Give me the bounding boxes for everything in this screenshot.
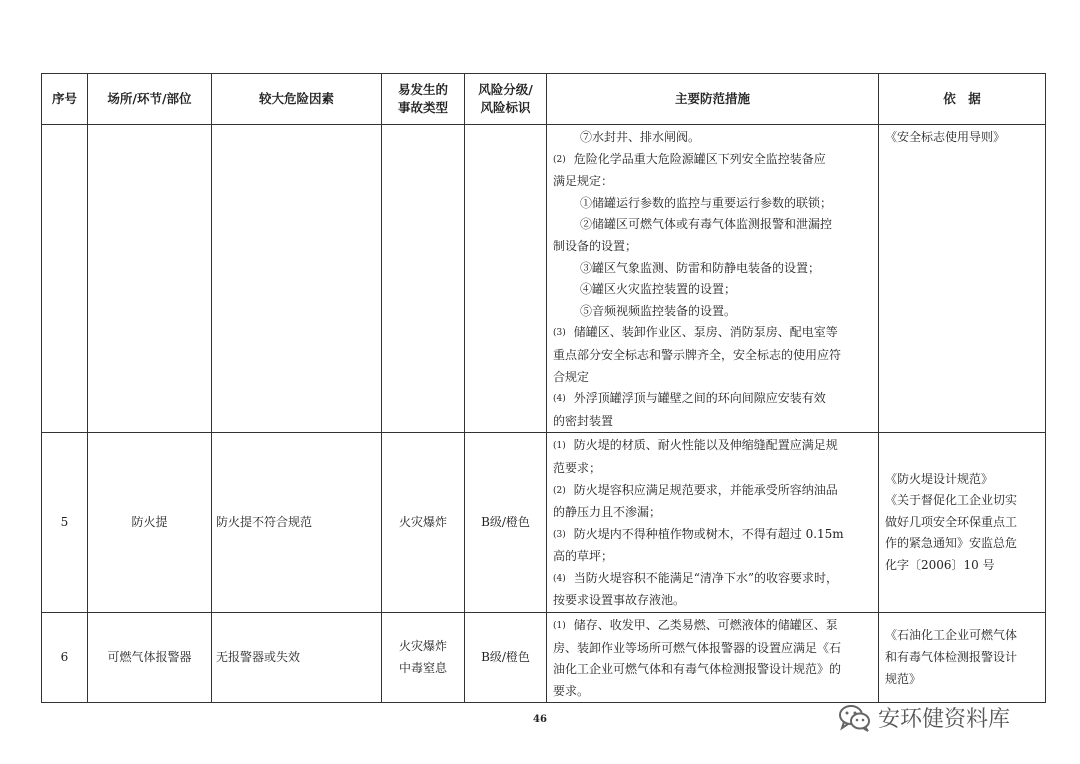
table-row	[42, 433, 1046, 613]
measure-text: 防火堤的材质、耐火性能以及伸缩缝配置应满足规	[573, 438, 838, 453]
measure-line	[553, 411, 873, 433]
header-level: 风险分级/ 风险标识	[465, 74, 547, 125]
header-factor: 较大危险因素	[212, 74, 382, 125]
measure-line	[553, 388, 873, 411]
measure-text: 合规定	[553, 369, 590, 384]
cell-place	[88, 125, 212, 433]
measure-line	[553, 322, 873, 345]
measure-text: 外浮顶罐浮顶与罐壁之间的环向间隙应安装有效	[573, 391, 826, 406]
measure-line	[553, 367, 873, 389]
measure-line	[553, 502, 873, 524]
measure-number: (1)	[553, 441, 566, 452]
watermark	[838, 702, 1010, 733]
measure-line	[553, 258, 873, 280]
cell-basis	[879, 613, 1046, 703]
measure-text: 防火堤内不得种植作物或树木，不得有超过 0.15m	[573, 526, 844, 541]
measure-line	[553, 236, 873, 258]
basis-line: 规范》	[885, 671, 922, 686]
watermark-text: 安环健资料库	[878, 707, 1011, 732]
cell-no: 6	[42, 613, 88, 703]
cell-basis	[879, 433, 1046, 613]
measure-line	[553, 568, 873, 591]
measure-text: 储罐区、装卸作业区、泵房、消防泵房、配电室等	[573, 325, 838, 340]
hazard-table	[41, 73, 1046, 703]
measure-line	[553, 546, 873, 568]
measure-text: 的密封装置	[553, 413, 614, 428]
cell-measures	[547, 613, 879, 703]
cell-accident: 火灾爆炸 中毒窒息	[382, 613, 465, 703]
measure-line	[553, 590, 873, 612]
measure-text: ③罐区气象监测、防雷和防静电装备的设置；	[580, 260, 821, 275]
measure-text: ①储罐运行参数的监控与重要运行参数的联锁；	[580, 195, 833, 210]
measure-text: ⑤音频视频监控装备的设置。	[580, 303, 737, 318]
measure-line	[553, 480, 873, 503]
basis-line: 和有毒气体检测报警设计	[885, 649, 1018, 664]
measure-line	[553, 638, 873, 660]
cell-no	[42, 125, 88, 433]
basis-line: 作的紧急通知》安监总危	[885, 536, 1018, 551]
measure-line	[553, 193, 873, 215]
measure-text: ④罐区火灾监控装置的设置；	[580, 282, 737, 297]
page-number: 46	[533, 714, 547, 725]
measure-number: (3)	[553, 328, 566, 339]
measure-number: (2)	[553, 154, 566, 165]
measure-line	[553, 524, 873, 547]
measure-line	[553, 659, 873, 681]
measure-text: 油化工企业可燃气体和有毒气体检测报警设计规范》的	[553, 662, 842, 677]
measure-line	[553, 279, 873, 301]
measure-line	[553, 345, 873, 367]
measure-text: ⑦水封井、排水闸阀。	[580, 130, 701, 144]
measure-text: 满足规定：	[553, 174, 614, 189]
measure-text: 储存、收发甲、乙类易燃、可燃液体的储罐区、泵	[573, 618, 838, 633]
measure-text: 要求。	[553, 683, 590, 698]
measure-line	[553, 458, 873, 480]
cell-level: B级/橙色	[465, 613, 547, 703]
measure-text: 的静压力且不渗漏；	[553, 505, 662, 520]
cell-accident: 火灾爆炸	[382, 433, 465, 613]
measure-line	[553, 435, 873, 458]
measure-line	[553, 681, 873, 703]
measure-line	[553, 615, 873, 638]
header-no: 序号	[42, 74, 88, 125]
measure-text: 房、装卸作业等场所可燃气体报警器的设置应满足《石	[553, 640, 842, 655]
measure-number: (2)	[553, 485, 566, 496]
cell-no: 5	[42, 433, 88, 613]
basis-line: 《防火堤设计规范》	[885, 471, 994, 486]
basis-line: 《关于督促化工企业切实	[885, 493, 1018, 508]
cell-place: 可燃气体报警器	[88, 613, 212, 703]
measure-line	[553, 149, 873, 172]
measure-text: 危险化学品重大危险源罐区下列安全监控装备应	[573, 151, 826, 166]
measure-text: 制设备的设置；	[553, 238, 638, 253]
measure-line	[553, 171, 873, 193]
measure-number: (1)	[553, 621, 566, 632]
cell-level	[465, 125, 547, 433]
basis-line: 《安全标志使用导则》	[885, 130, 1006, 144]
header-basis: 依 据	[879, 74, 1046, 125]
measure-number: (3)	[553, 529, 566, 540]
measure-text: 按要求设置事故存液池。	[553, 593, 686, 608]
cell-factor	[212, 125, 382, 433]
measure-line	[553, 301, 873, 323]
table-row	[42, 125, 1046, 433]
measure-text: 高的草坪；	[553, 549, 614, 564]
basis-line: 化字〔2006〕10 号	[885, 558, 995, 573]
header-row	[42, 74, 1046, 125]
cell-factor: 防火提不符合规范	[212, 433, 382, 613]
header-accident: 易发生的 事故类型	[382, 74, 465, 125]
header-measures: 主要防范措施	[547, 74, 879, 125]
measure-text: 当防火堤容积不能满足“清净下水”的收容要求时，	[573, 570, 839, 585]
measure-text: 重点部分安全标志和警示牌齐全，安全标志的使用应符	[553, 347, 842, 362]
measure-text: 防火堤容积应满足规范要求，并能承受所容纳油品	[573, 482, 838, 497]
measure-number: (4)	[553, 394, 566, 405]
table-row	[42, 613, 1046, 703]
measure-line	[553, 127, 873, 149]
cell-accident	[382, 125, 465, 433]
cell-level: B级/橙色	[465, 433, 547, 613]
basis-line: 《石油化工企业可燃气体	[885, 628, 1018, 643]
measure-text: ②储罐区可燃气体或有毒气体监测报警和泄漏控	[580, 217, 833, 232]
header-place: 场所/环节/部位	[88, 74, 212, 125]
cell-measures	[547, 433, 879, 613]
cell-factor: 无报警器或失效	[212, 613, 382, 703]
measure-line	[553, 214, 873, 236]
cell-basis	[879, 125, 1046, 433]
wechat-icon	[838, 703, 872, 733]
cell-measures	[547, 125, 879, 433]
measure-number: (4)	[553, 573, 566, 584]
measure-text: 范要求；	[553, 460, 602, 475]
basis-line: 做好几项安全环保重点工	[885, 514, 1018, 529]
cell-place: 防火提	[88, 433, 212, 613]
